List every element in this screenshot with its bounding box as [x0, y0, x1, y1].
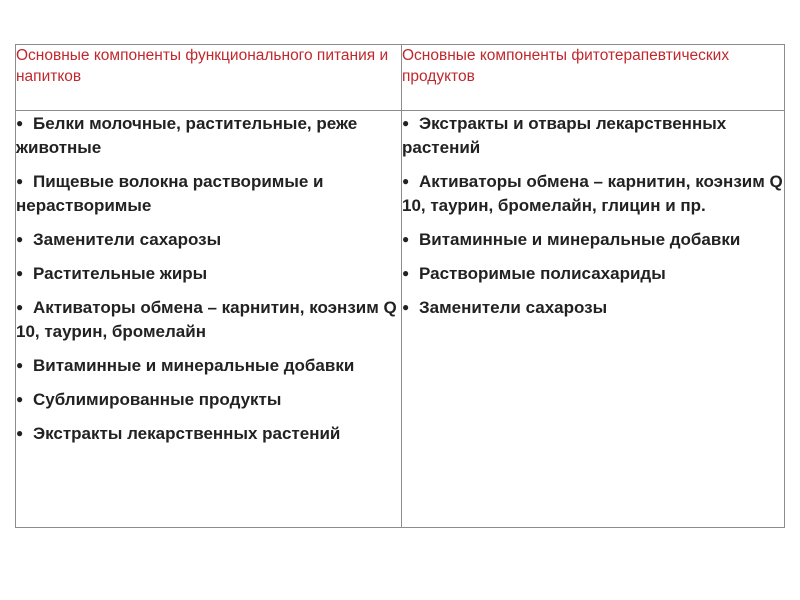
functional-nutrition-item-text: Заменители сахарозы: [33, 230, 222, 249]
functional-nutrition-item: [16, 421, 401, 446]
functional-nutrition-cell: [16, 111, 402, 528]
bullet-icon: ●: [16, 266, 24, 280]
phytotherapy-products-item: [402, 261, 784, 286]
phytotherapy-products-item: [402, 111, 784, 160]
comparison-table: [15, 44, 785, 528]
functional-nutrition-item-text: Сублимированные продукты: [33, 390, 282, 409]
functional-nutrition-item: [16, 227, 401, 252]
header-row: [16, 45, 785, 111]
phytotherapy-products-item-text: Витаминные и минеральные добавки: [419, 230, 741, 249]
bullet-icon: ●: [16, 392, 24, 406]
phytotherapy-products-item: [402, 295, 784, 320]
phytotherapy-products-list: [402, 111, 784, 320]
functional-nutrition-item: [16, 353, 401, 378]
functional-nutrition-item-text: Активаторы обмена – карнитин, коэнзим Q 10, таурин, бромелайн: [16, 298, 397, 341]
body-row: [16, 111, 785, 528]
phytotherapy-products-item: [402, 169, 784, 218]
bullet-icon: ●: [402, 232, 410, 246]
phytotherapy-products-item-text: Активаторы обмена – карнитин, коэнзим Q 10, таурин, бромелайн, глицин и пр.: [402, 172, 783, 215]
functional-nutrition-item: [16, 261, 401, 286]
phytotherapy-products-cell: [402, 111, 785, 528]
bullet-icon: ●: [16, 300, 24, 314]
header-phytotherapy-products: Основные компоненты фитотерапевтических продуктов: [402, 45, 785, 111]
phytotherapy-products-item-text: Экстракты и отвары лекарственных растений: [402, 114, 727, 157]
bullet-icon: ●: [16, 358, 24, 372]
functional-nutrition-item-text: Белки молочные, растительные, реже животные: [16, 114, 358, 157]
bullet-icon: ●: [16, 116, 24, 130]
phytotherapy-products-item-text: Заменители сахарозы: [419, 298, 608, 317]
functional-nutrition-item-text: Растительные жиры: [33, 264, 208, 283]
phytotherapy-products-item-text: Растворимые полисахариды: [419, 264, 666, 283]
bullet-icon: ●: [16, 232, 24, 246]
functional-nutrition-item: [16, 169, 401, 218]
bullet-icon: ●: [402, 300, 410, 314]
bullet-icon: ●: [16, 174, 24, 188]
bullet-icon: ●: [402, 116, 410, 130]
functional-nutrition-item-text: Витаминные и минеральные добавки: [33, 356, 355, 375]
bullet-icon: ●: [16, 426, 24, 440]
functional-nutrition-item: [16, 387, 401, 412]
bullet-icon: ●: [402, 174, 410, 188]
bullet-icon: ●: [402, 266, 410, 280]
phytotherapy-products-item: [402, 227, 784, 252]
header-functional-nutrition: Основные компоненты функционального питания и напитков: [16, 45, 402, 111]
functional-nutrition-item: [16, 295, 401, 344]
functional-nutrition-item: [16, 111, 401, 160]
functional-nutrition-item-text: Экстракты лекарственных растений: [33, 424, 341, 443]
functional-nutrition-item-text: Пищевые волокна растворимые и нерастворимые: [16, 172, 324, 215]
functional-nutrition-list: [16, 111, 401, 446]
